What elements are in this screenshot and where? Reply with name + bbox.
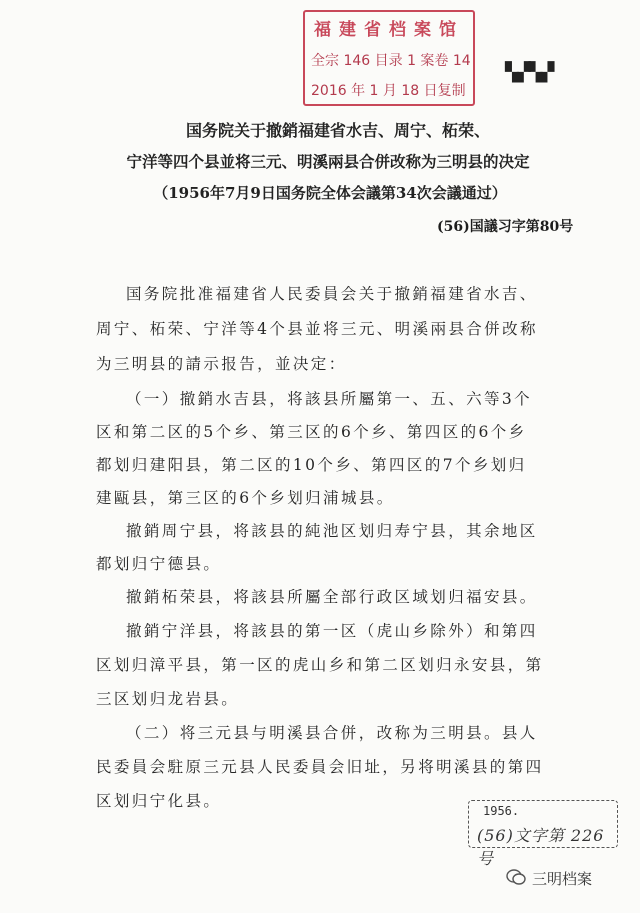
document-number: (56)国議习字第80号 xyxy=(437,219,574,235)
received-stamp xyxy=(468,800,618,868)
title-line-3: （1956年7月9日国务院全体会議第34次会議通过） xyxy=(153,184,507,202)
body-line: 为三明县的請示报告，並决定： xyxy=(96,355,347,373)
archive-stamp-row1: 全宗 146 目录 1 案卷 14 xyxy=(311,53,471,69)
body-line: 撤銷柘荣县，将該县所屬全部行政区域划归福安县。 xyxy=(126,588,538,606)
body-line: 建甌县，第三区的6个乡划归浦城县。 xyxy=(96,489,395,507)
title-line-1: 国务院关于撤銷福建省水吉、周宁、柘荣、 xyxy=(185,121,490,140)
archive-stamp-row2: 2016 年 1 月 18 日复制 xyxy=(311,83,466,99)
body-line: 民委員会駐原三元县人民委員会旧址，另将明溪县的第四 xyxy=(96,758,544,776)
body-line: 区和第二区的5个乡、第三区的6个乡、第四区的6个乡 xyxy=(96,423,527,441)
received-stamp-number: (56)文字第 226 号 xyxy=(477,826,605,868)
received-stamp-date: 1956. xyxy=(483,804,520,818)
archive-stamp-title: 福建省档案馆 xyxy=(314,20,464,40)
body-line: （二）将三元县与明溪县合併，改称为三明县。县人 xyxy=(126,724,538,742)
title-line-2: 宁洋等四个县並将三元、明溪兩县合併改称为三明县的决定 xyxy=(126,152,530,171)
body-line: 区划归漳平县，第一区的虎山乡和第二区划归永安县，第 xyxy=(96,656,544,674)
body-line: 周宁、柘荣、宁洋等4个县並将三元、明溪兩县合併改称 xyxy=(96,320,538,338)
body-line: 三区划归龙岩县。 xyxy=(96,690,240,708)
body-line: 国务院批准福建省人民委員会关于撤銷福建省水吉、 xyxy=(126,285,538,303)
body-line: （一）撤銷水吉县，将該县所屬第一、五、六等3个 xyxy=(126,390,533,408)
body-line: 撤銷周宁县，将該县的純池区划归寿宁县，其余地区 xyxy=(126,522,538,540)
watermark-label: 三明档案 xyxy=(532,870,593,888)
wechat-icon xyxy=(506,868,526,886)
body-line: 都划归宁德县。 xyxy=(96,555,222,573)
body-line: 撤銷宁洋县，将該县的第一区（虎山乡除外）和第四 xyxy=(126,622,538,640)
body-line: 都划归建阳县，第二区的10个乡、第四区的7个乡划归 xyxy=(96,456,527,474)
archive-stamp xyxy=(303,10,475,106)
body-line: 区划归宁化县。 xyxy=(96,792,222,810)
ink-blot: ▚▞▚▞ xyxy=(505,62,553,83)
